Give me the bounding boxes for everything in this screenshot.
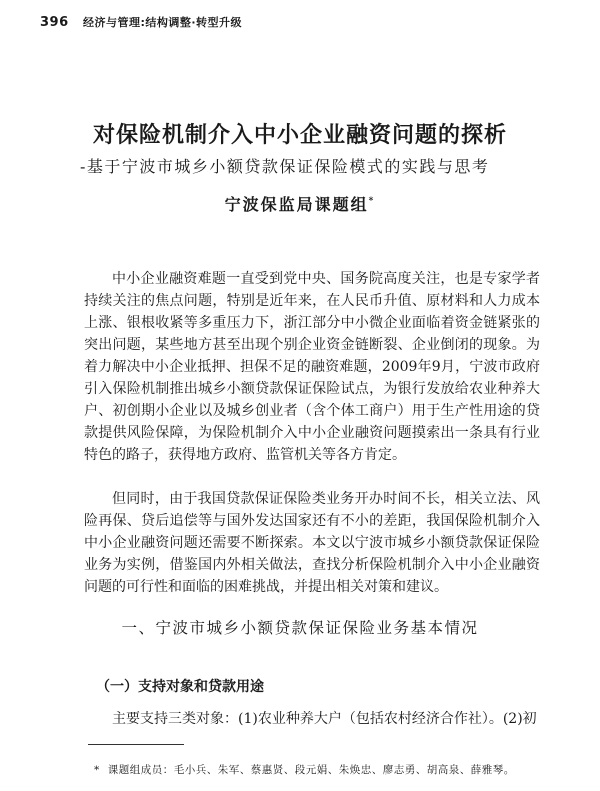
page-number: 396 [40, 15, 69, 30]
body-paragraph-1: 中小企业融资难题一直受到党中央、国务院高度关注，也是专家学者持续关注的焦点问题，特别是近年来，在人民币升值、原材料和人力成本上涨、银根收紧等多重压力下，浙江部分中小微企业面临着资金链紧张的突出问题，某些地方甚至出现个别企业资金链断裂、企业倒闭的现象。为着力解决中小企业抵押、担保不足的融资难题，2009年9月，宁波市政府引入保险机制推出城乡小额贷款保证保险试点，为银行发放给农业种养大户、初创期小企业以及城乡创业者（含个体工商户）用于生产性用途的贷款提供风险保障，为保险机制介入中小企业融资问题摸索出一条具有行业特色的路子，获得地方政府、监管机关等各方肯定。 [84, 271, 540, 463]
body-paragraph-3: 主要支持三类对象：(1)农业种养大户（包括农村经济合作社）。(2)初 [112, 711, 537, 727]
footnote-text: 课题组成员：毛小兵、朱军、蔡惠贤、段元娟、朱焕忠、廖志勇、胡高泉、薛雅琴。 [107, 764, 515, 776]
running-title: 经济与管理:结构调整·转型升级 [82, 16, 243, 29]
footnote [94, 762, 515, 777]
running-header [40, 14, 242, 30]
section-heading: 一、宁波市城乡小额贷款保证保险业务基本情况 [121, 619, 479, 637]
article-subtitle: -基于宁波市城乡小额贷款保证保险模式的实践与思考 [80, 157, 490, 176]
author-name: 宁波保监局课题组 [224, 195, 369, 214]
footnote-mark: * [94, 764, 100, 776]
body-paragraph-2: 但同时，由于我国贷款保证保险类业务开办时间不长，相关立法、风险再保、贷后追偿等与国外发达国家还有不小的差距，我国保险机制介入中小企业融资问题还需要不断探索。本文以宁波市城乡小额贷款保证保险业务为实例，借鉴国内外相关做法，查找分析保险机制介入中小企业融资问题的可行性和面临的困难挑战，并提出相关对策和建议。 [84, 491, 540, 595]
article-author [0, 192, 600, 215]
footnote-divider [88, 744, 184, 745]
subsection-heading: （一）支持对象和贷款用途 [96, 679, 264, 695]
article-title: 对保险机制介入中小企业融资问题的探析 [92, 123, 507, 148]
author-footnote-mark: * [368, 196, 376, 207]
